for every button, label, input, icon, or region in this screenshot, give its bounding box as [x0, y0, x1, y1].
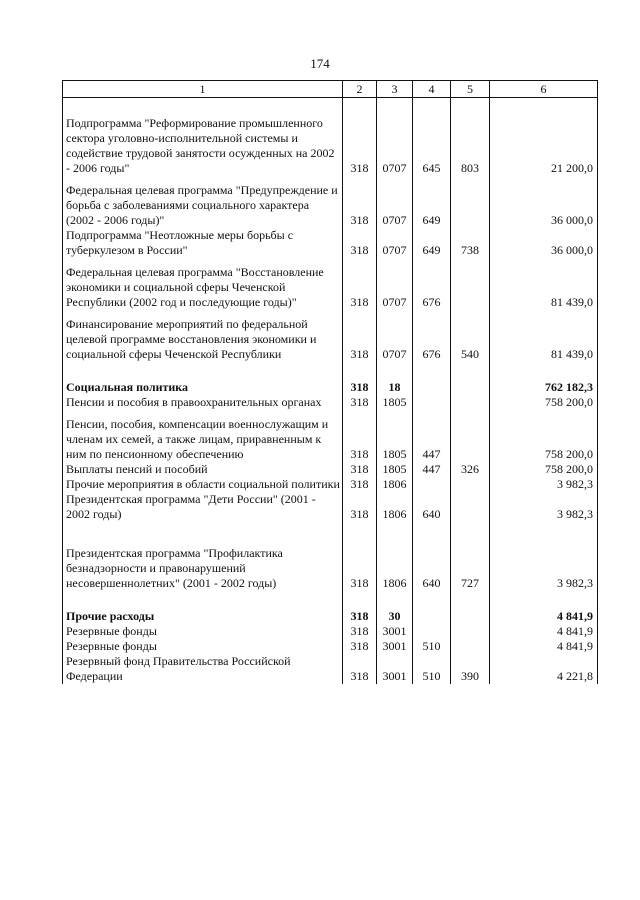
row-code-2: 318: [343, 654, 377, 684]
row-code-4: [413, 609, 451, 624]
table-row: [63, 654, 598, 684]
header-col-3: 3: [377, 81, 413, 98]
table-row: [63, 492, 598, 522]
row-amount: 36 000,0: [490, 176, 598, 228]
spacer-row: [63, 522, 598, 546]
row-code-3: 0707: [377, 176, 413, 228]
row-code-4: 649: [413, 176, 451, 228]
header-row: [63, 81, 598, 98]
table-row: [63, 477, 598, 492]
budget-table: [62, 80, 598, 684]
row-code-2: 318: [343, 116, 377, 176]
row-code-3: 30: [377, 609, 413, 624]
row-description: Президентская программа "Профилактика безнадзорности и правонарушений несовершеннолетних" (2001 - 2002 годы): [63, 546, 343, 591]
row-code-4: 447: [413, 410, 451, 462]
row-amount: 81 439,0: [490, 310, 598, 362]
row-code-2: 318: [343, 228, 377, 258]
row-description: Прочие мероприятия в области социальной политики: [63, 477, 343, 492]
row-code-2: 318: [343, 639, 377, 654]
table-row: [63, 310, 598, 362]
row-code-4: [413, 380, 451, 395]
table-row: [63, 176, 598, 228]
row-amount: 36 000,0: [490, 228, 598, 258]
table-header: [63, 81, 598, 98]
row-code-5: 803: [451, 116, 490, 176]
header-col-1: 1: [63, 81, 343, 98]
row-description: Резервные фонды: [63, 624, 343, 639]
row-code-5: 738: [451, 228, 490, 258]
row-code-3: 3001: [377, 624, 413, 639]
row-code-4: 676: [413, 310, 451, 362]
row-amount: 762 182,3: [490, 380, 598, 395]
row-code-2: 318: [343, 176, 377, 228]
row-code-4: 649: [413, 228, 451, 258]
row-code-5: [451, 258, 490, 310]
spacer-row: [63, 591, 598, 609]
row-amount: 4 841,9: [490, 624, 598, 639]
row-amount: 3 982,3: [490, 546, 598, 591]
row-code-4: 645: [413, 116, 451, 176]
header-col-2: 2: [343, 81, 377, 98]
row-code-5: [451, 477, 490, 492]
row-code-3: 0707: [377, 116, 413, 176]
row-code-2: 318: [343, 258, 377, 310]
row-code-3: 1805: [377, 462, 413, 477]
header-col-6: 6: [490, 81, 598, 98]
row-code-3: 3001: [377, 654, 413, 684]
row-code-3: 18: [377, 380, 413, 395]
spacer-row: [63, 98, 598, 117]
row-amount: 21 200,0: [490, 116, 598, 176]
row-code-5: 326: [451, 462, 490, 477]
row-description: Социальная политика: [63, 380, 343, 395]
row-code-3: 0707: [377, 310, 413, 362]
row-code-5: 727: [451, 546, 490, 591]
row-code-4: [413, 624, 451, 639]
row-amount: 81 439,0: [490, 258, 598, 310]
row-code-4: [413, 395, 451, 410]
row-amount: 4 841,9: [490, 639, 598, 654]
row-description: Пенсии и пособия в правоохранительных органах: [63, 395, 343, 410]
row-code-2: 318: [343, 462, 377, 477]
row-code-4: 510: [413, 639, 451, 654]
row-code-3: 1806: [377, 492, 413, 522]
header-col-5: 5: [451, 81, 490, 98]
row-code-3: 1806: [377, 546, 413, 591]
row-code-2: 318: [343, 380, 377, 395]
row-code-4: [413, 477, 451, 492]
row-amount: 3 982,3: [490, 492, 598, 522]
spacer-row: [63, 362, 598, 380]
row-description: Федеральная целевая программа "Предупреждение и борьба с заболеваниями социального характера (2002 - 2006 годы)": [63, 176, 343, 228]
row-code-5: [451, 492, 490, 522]
row-code-2: 318: [343, 395, 377, 410]
row-code-3: 1805: [377, 395, 413, 410]
row-code-4: 640: [413, 546, 451, 591]
row-description: Президентская программа "Дети России" (2001 - 2002 годы): [63, 492, 343, 522]
row-code-2: 318: [343, 477, 377, 492]
row-code-2: 318: [343, 492, 377, 522]
row-code-4: 676: [413, 258, 451, 310]
row-code-5: [451, 410, 490, 462]
row-description: Пенсии, пособия, компенсации военнослужащим и членам их семей, а также лицам, приравненным к ним по пенсионному обеспечению: [63, 410, 343, 462]
row-amount: 758 200,0: [490, 462, 598, 477]
row-code-4: 640: [413, 492, 451, 522]
row-code-5: [451, 395, 490, 410]
row-code-2: 318: [343, 609, 377, 624]
row-code-5: [451, 609, 490, 624]
table-row: [63, 258, 598, 310]
row-amount: 3 982,3: [490, 477, 598, 492]
row-description: Подпрограмма "Неотложные меры борьбы с туберкулезом в России": [63, 228, 343, 258]
row-code-3: 0707: [377, 258, 413, 310]
row-code-5: 390: [451, 654, 490, 684]
row-description: Федеральная целевая программа "Восстановление экономики и социальной сферы Чеченской Республики (2002 год и последующие годы)": [63, 258, 343, 310]
row-description: Прочие расходы: [63, 609, 343, 624]
table-row: [63, 609, 598, 624]
row-description: Резервный фонд Правительства Российской Федерации: [63, 654, 343, 684]
table-row: [63, 395, 598, 410]
row-code-5: [451, 380, 490, 395]
table-row: [63, 380, 598, 395]
row-code-2: 318: [343, 624, 377, 639]
row-amount: 758 200,0: [490, 395, 598, 410]
table-row: [63, 624, 598, 639]
table-row: [63, 639, 598, 654]
row-code-5: [451, 624, 490, 639]
page-number: 174: [310, 56, 330, 71]
table-row: [63, 410, 598, 462]
row-code-4: 447: [413, 462, 451, 477]
row-code-5: [451, 176, 490, 228]
row-description: Выплаты пенсий и пособий: [63, 462, 343, 477]
row-description: Резервные фонды: [63, 639, 343, 654]
row-amount: 4 841,9: [490, 609, 598, 624]
row-description: Финансирование мероприятий по федеральной целевой программе восстановления экономики и социальной сферы Чеченской Республики: [63, 310, 343, 362]
row-amount: 758 200,0: [490, 410, 598, 462]
table-row: [63, 116, 598, 176]
table-row: [63, 228, 598, 258]
row-code-3: 1805: [377, 410, 413, 462]
row-description: Подпрограмма "Реформирование промышленного сектора уголовно-исполнительной системы и содействие трудовой занятости осужденных на 2002 - 2006 годы": [63, 116, 343, 176]
row-code-4: 510: [413, 654, 451, 684]
table-body: [63, 98, 598, 685]
row-code-3: 1806: [377, 477, 413, 492]
table-row: [63, 462, 598, 477]
row-code-5: [451, 639, 490, 654]
row-amount: 4 221,8: [490, 654, 598, 684]
table-row: [63, 546, 598, 591]
row-code-2: 318: [343, 310, 377, 362]
header-col-4: 4: [413, 81, 451, 98]
row-code-5: 540: [451, 310, 490, 362]
row-code-3: 0707: [377, 228, 413, 258]
row-code-2: 318: [343, 410, 377, 462]
row-code-3: 3001: [377, 639, 413, 654]
row-code-2: 318: [343, 546, 377, 591]
